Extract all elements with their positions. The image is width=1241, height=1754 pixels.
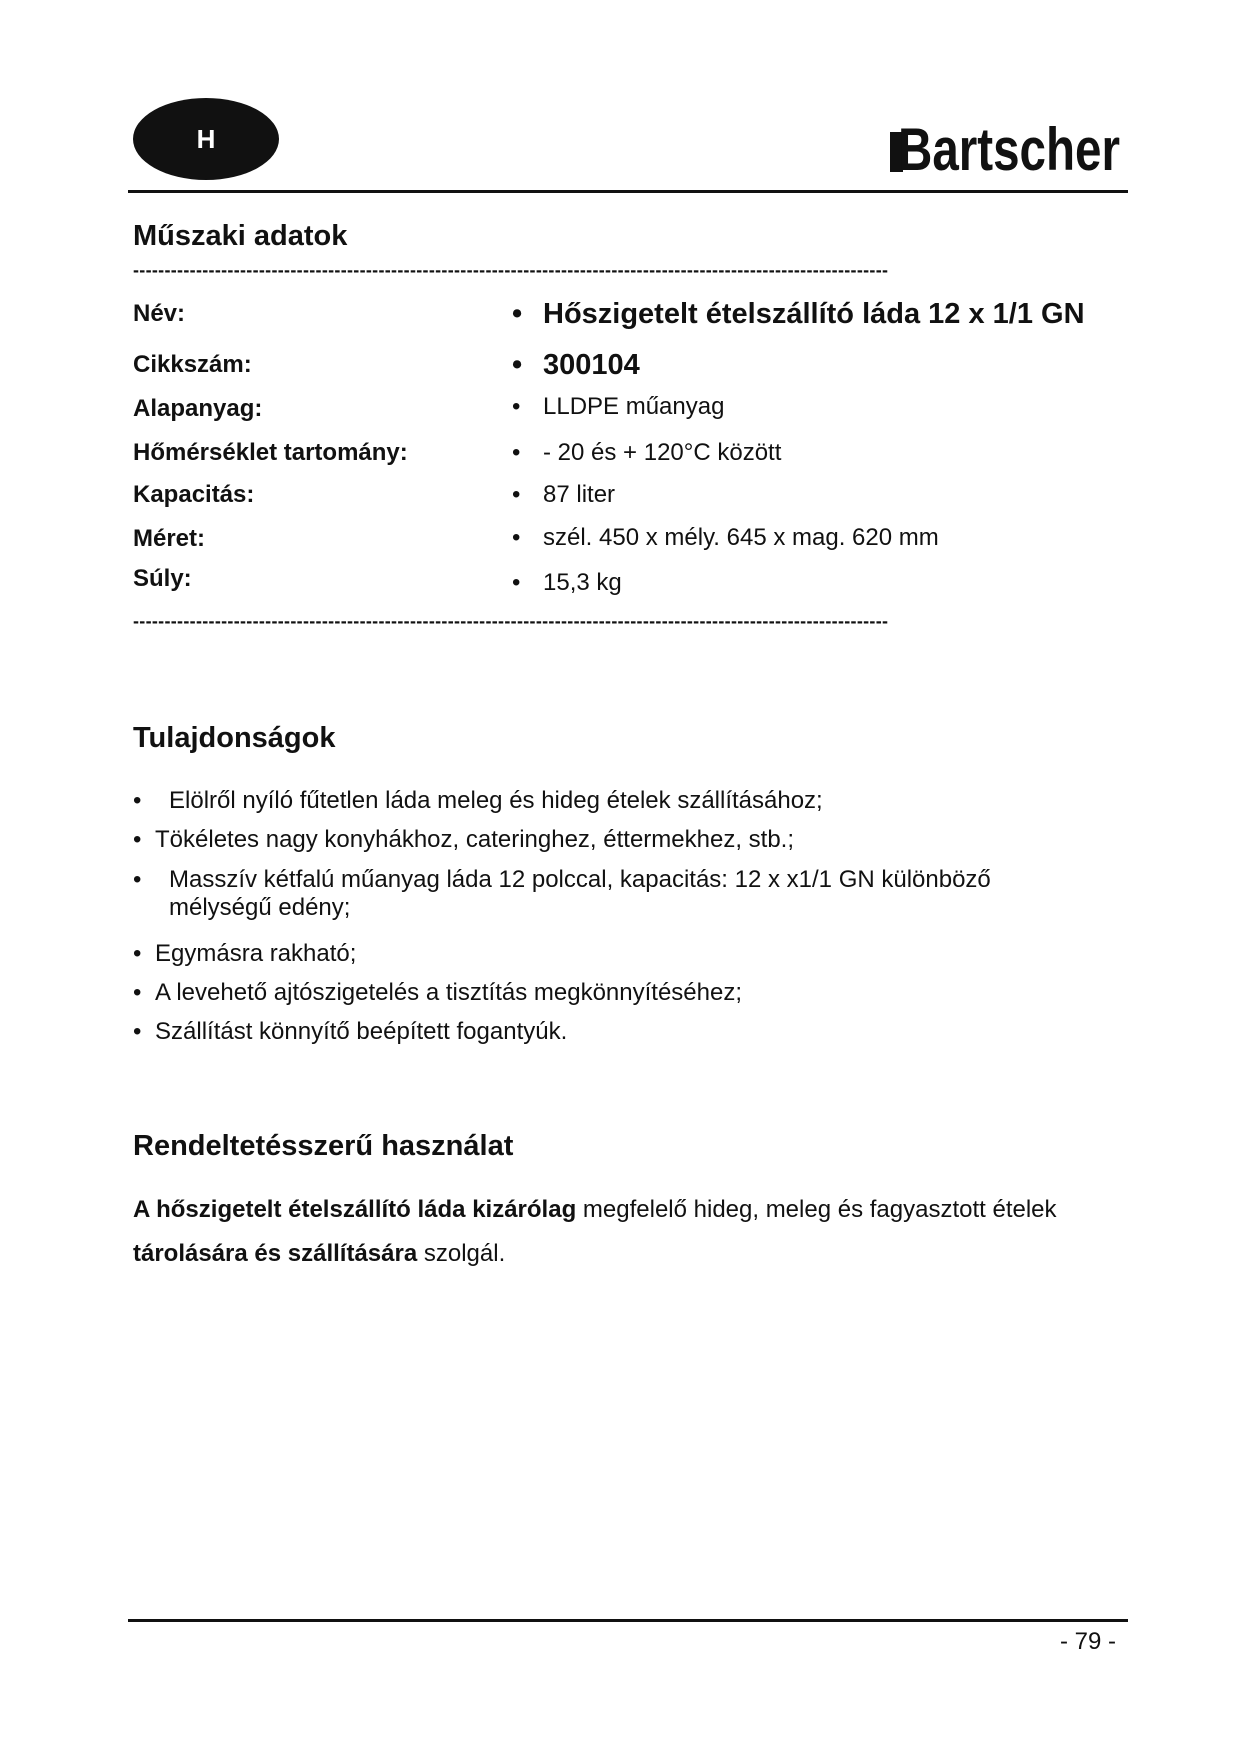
feature-item <box>133 979 1123 1007</box>
usage-bold-2: tárolására és szállítására <box>133 1240 418 1267</box>
spec-label-name: Név: <box>133 300 186 327</box>
material-value: LLDPE műanyag <box>543 393 725 420</box>
feature-text: Masszív kétfalú műanyag láda 12 polccal, kapacitás: 12 x x1/1 GN különböző mélységű edény; <box>169 866 991 921</box>
language-badge <box>133 98 279 180</box>
language-code: H <box>196 123 216 154</box>
feature-text: Szállítást könnyítő beépített fogantyúk. <box>155 1018 568 1045</box>
spec-value-article <box>512 349 640 382</box>
spec-label-weight: Súly: <box>133 565 192 592</box>
spec-label-temperature: Hőmérséklet tartomány: <box>133 439 408 466</box>
bullet: • <box>512 524 521 551</box>
bullet: • <box>133 787 142 814</box>
feature-text: A levehető ajtószigetelés a tisztítás megkönnyítéséhez; <box>155 979 743 1006</box>
bullet: • <box>133 826 142 853</box>
brand-logo-text: Bartscher <box>898 116 1120 183</box>
bullet: • <box>133 940 142 967</box>
weight-value: 15,3 kg <box>543 569 622 596</box>
spec-value-material <box>512 393 724 421</box>
bullet: • <box>512 439 521 466</box>
feature-text: Tökéletes nagy konyhákhoz, cateringhez, éttermekhez, stb.; <box>155 826 795 853</box>
feature-text: Egymásra rakható; <box>155 940 357 967</box>
feature-text: Elölről nyíló fűtetlen láda meleg és hideg ételek szállításához; <box>169 787 823 814</box>
tech-data-heading: Műszaki adatok <box>133 220 348 252</box>
spec-value-weight <box>512 569 622 597</box>
bullet: • <box>133 866 142 893</box>
spec-label-article: Cikkszám: <box>133 351 252 378</box>
header-rule <box>128 190 1128 193</box>
article-number: 300104 <box>543 349 640 381</box>
bullet: • <box>512 481 521 508</box>
spec-label-material: Alapanyag: <box>133 395 263 422</box>
usage-text-1: megfelelő hideg, meleg és fagyasztott ételek <box>576 1196 1057 1223</box>
bullet: • <box>512 393 521 420</box>
spec-value-temperature <box>512 439 781 467</box>
usage-heading: Rendeltetésszerű használat <box>133 1130 514 1162</box>
feature-item <box>133 1018 1123 1046</box>
feature-item <box>133 787 1123 815</box>
usage-bold-1: A hőszigetelt ételszállító láda kizárólag <box>133 1196 577 1223</box>
bartscher-logo <box>888 108 1128 188</box>
spec-value-size <box>512 524 939 552</box>
size-value: szél. 450 x mély. 645 x mag. 620 mm <box>543 524 939 551</box>
bullet: • <box>133 1018 142 1045</box>
spec-label-capacity: Kapacitás: <box>133 481 255 508</box>
usage-paragraph <box>133 1188 1133 1276</box>
feature-item <box>133 826 1123 854</box>
product-name: Hőszigetelt ételszállító láda 12 x 1/1 GN <box>543 298 1085 330</box>
usage-text-2: szolgál. <box>417 1240 506 1267</box>
feature-item <box>133 940 1123 968</box>
footer-rule <box>128 1619 1128 1622</box>
bullet: • <box>512 569 521 596</box>
bullet: • <box>512 298 523 330</box>
bottom-dashed-divider: ------------------------------------------------------------------------------------------------------------------------ <box>133 611 889 631</box>
feature-item <box>133 866 1053 922</box>
spec-value-capacity <box>512 481 615 509</box>
temperature-value: - 20 és + 120°C között <box>543 439 782 466</box>
page-number: - 79 - <box>1060 1628 1117 1655</box>
spec-value-name <box>512 298 1085 331</box>
spec-label-size: Méret: <box>133 525 206 552</box>
top-dashed-divider: ------------------------------------------------------------------------------------------------------------------------ <box>133 260 889 280</box>
bullet: • <box>133 979 142 1006</box>
bullet: • <box>512 349 523 381</box>
capacity-value: 87 liter <box>543 481 616 508</box>
features-heading: Tulajdonságok <box>133 722 336 754</box>
